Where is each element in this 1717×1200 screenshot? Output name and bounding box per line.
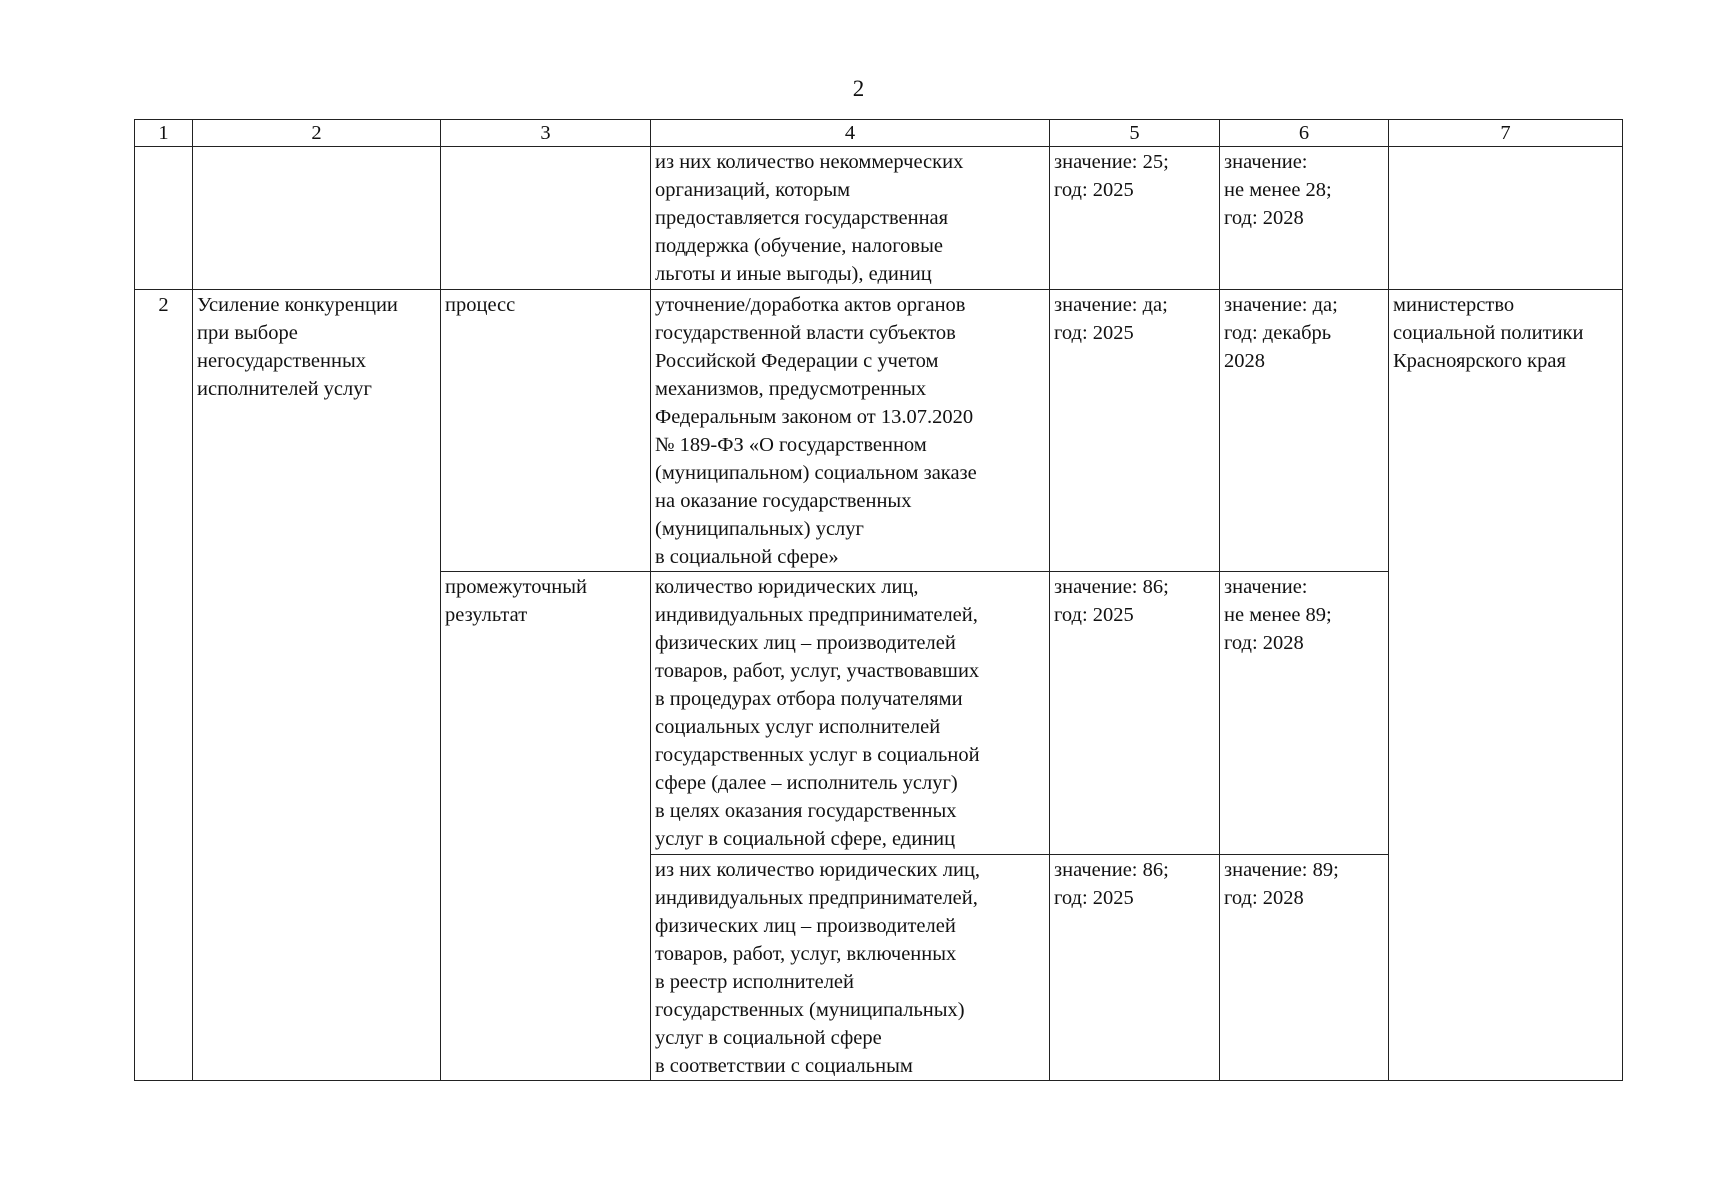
header-col-2: 2 <box>193 120 441 147</box>
row2-type-cell: процесс <box>441 290 651 572</box>
page-number: 2 <box>852 76 865 101</box>
row3-target-value-cell: значение: не менее 89; год: 2028 <box>1220 572 1389 855</box>
row1-task-cell <box>193 147 441 290</box>
table-row <box>135 147 1623 290</box>
row3-indicator-cell: количество юридических лиц, индивидуальных предпринимателей, физических лиц – производителей товаров, работ, услуг, участвовавших в процедурах отбора получателями социальных услуг исполнителей государственных услуг в социальной сфере (далее – исполнитель услуг) в целях оказания государственных услуг в социальной сфере, единиц <box>651 572 1050 855</box>
header-row <box>135 120 1623 147</box>
row1-type-cell <box>441 147 651 290</box>
row3-base-value-cell: значение: 86; год: 2025 <box>1050 572 1220 855</box>
row2-responsible-cell: министерство социальной политики Красноярского края <box>1389 290 1623 1081</box>
row2-task-cell: Усиление конкуренции при выборе негосударственных исполнителей услуг <box>193 290 441 1081</box>
row3-type-cell: промежуточный результат <box>441 572 651 1081</box>
header-col-5: 5 <box>1050 120 1220 147</box>
header-col-4: 4 <box>651 120 1050 147</box>
row4-indicator-cell: из них количество юридических лиц, индивидуальных предпринимателей, физических лиц – производителей товаров, работ, услуг, включенных в реестр исполнителей государственных (муниципальных) услуг в социальной сфере в соответствии с социальным <box>651 855 1050 1081</box>
row1-number-cell <box>135 147 193 290</box>
row1-base-value-cell: значение: 25; год: 2025 <box>1050 147 1220 290</box>
row2-base-value-cell: значение: да; год: 2025 <box>1050 290 1220 572</box>
row4-base-value-cell: значение: 86; год: 2025 <box>1050 855 1220 1081</box>
row1-target-value-cell: значение: не менее 28; год: 2028 <box>1220 147 1389 290</box>
header-col-3: 3 <box>441 120 651 147</box>
row1-indicator-cell: из них количество некоммерческих организаций, которым предоставляется государственная поддержка (обучение, налоговые льготы и иные выгоды), единиц <box>651 147 1050 290</box>
row2-target-value-cell: значение: да; год: декабрь 2028 <box>1220 290 1389 572</box>
row4-target-value-cell: значение: 89; год: 2028 <box>1220 855 1389 1081</box>
row2-indicator-cell: уточнение/доработка актов органов государственной власти субъектов Российской Федерации с учетом механизмов, предусмотренных Федеральным законом от 13.07.2020 № 189-ФЗ «О государственном (муниципальном) социальном заказе на оказание государственных (муниципальных) услуг в социальной сфере» <box>651 290 1050 572</box>
indicator-table <box>134 119 1623 1081</box>
row2-number-cell: 2 <box>135 290 193 1081</box>
row1-responsible-cell <box>1389 147 1623 290</box>
table-row <box>135 290 1623 572</box>
header-col-7: 7 <box>1389 120 1623 147</box>
header-col-1: 1 <box>135 120 193 147</box>
header-col-6: 6 <box>1220 120 1389 147</box>
